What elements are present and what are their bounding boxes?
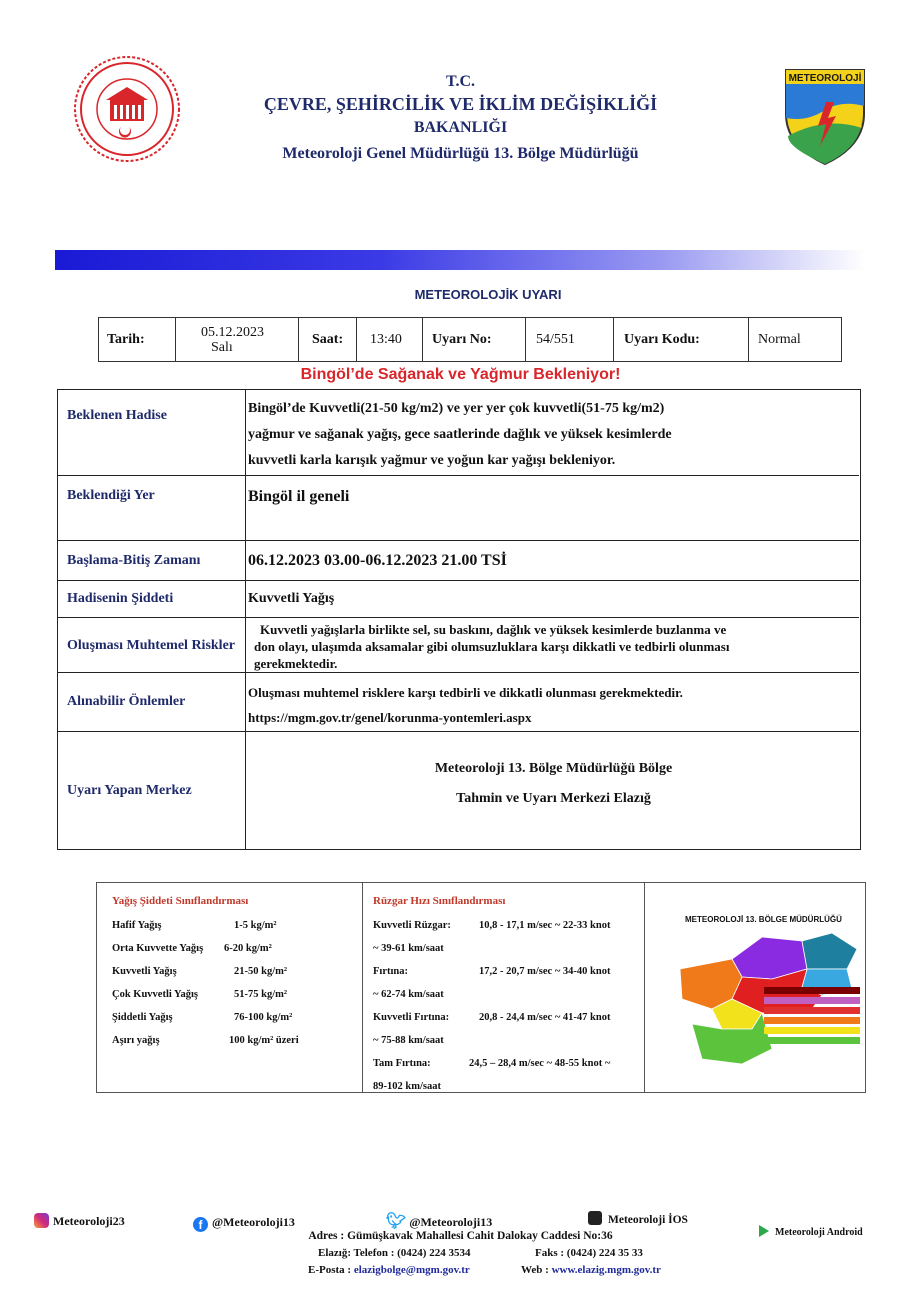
rain-class-value: 21-50 kg/m² [234,966,288,977]
wind-class-name: Kuvvetli Fırtına: [373,1012,450,1023]
risks-line-3: gerekmektedir. [254,656,338,671]
email-label: E-Posta : [308,1264,354,1276]
region-map [672,929,862,1074]
warning-no-label: Uyarı No: [423,318,526,361]
issuing-center-label: Uyarı Yapan Merkez [58,732,246,849]
wind-class-name: Fırtına: [373,966,408,977]
time-label: Saat: [299,318,357,361]
row-severity [58,581,859,618]
rain-class-value: 51-75 kg/m² [234,989,288,1000]
warning-no-value: 54/551 [526,318,614,361]
row-precautions [58,673,859,732]
meteoroloji-logo [782,66,868,166]
rain-class-name: Hafif Yağış [112,920,162,931]
header-gradient-bar [55,250,865,270]
risks-line-2: don olayı, ulaşımda aksamalar gibi olumsuzluklara karşı dikkatli ve tedbirli olunması [254,639,730,654]
precautions-link[interactable]: https://mgm.gov.tr/genel/korunma-yontemleri.aspx [248,710,532,725]
wind-class-kmh: ~ 62-74 km/saat [373,989,444,1000]
warning-code-label: Uyarı Kodu: [614,318,749,361]
wind-class-value: 10,8 - 17,1 m/sec ~ 22-33 knot [479,920,611,931]
footer-email [308,1264,470,1276]
wind-class-name: Tam Fırtına: [373,1058,431,1069]
row-risks [58,618,859,673]
start-end-time-label: Başlama-Bitiş Zamanı [58,541,246,580]
rain-class-value: 1-5 kg/m² [234,920,277,931]
rain-class-value: 100 kg/m² üzeri [229,1035,299,1046]
facebook-icon: f [193,1217,208,1232]
facebook-handle: @Meteoroloji13 [212,1215,295,1229]
rain-class-name: Orta Kuvvette Yağış [112,943,204,954]
rain-classification-title: Yağış Şiddeti Sınıflandırması [112,895,249,907]
wind-class-kmh: ~ 39-61 km/saat [373,943,444,954]
twitter-link[interactable] [386,1211,492,1231]
precautions-value [248,673,859,738]
web-label: Web : [521,1264,552,1276]
wind-classification-title: Rüzgar Hızı Sınıflandırması [373,895,506,907]
start-end-time-value: 06.12.2023 03.00-06.12.2023 21.00 TSİ [248,551,507,569]
warning-code-value: Normal [758,331,801,347]
apple-icon [588,1211,602,1225]
expected-event-value [248,390,859,481]
rain-class-name: Aşırı yağış [112,1035,160,1046]
web-link[interactable]: www.elazig.mgm.gov.tr [551,1264,661,1276]
email-link[interactable]: elazigbolge@mgm.gov.tr [353,1264,470,1276]
row-expected-place [58,476,859,541]
severity-value: Kuvvetli Yağış [248,591,335,606]
expected-event-label: Beklenen Hadise [58,390,246,475]
issuing-center-value [248,732,859,871]
risks-value [248,618,859,675]
expected-event-line-2: yağmur ve sağanak yağış, gece saatlerinde dağlık ve yüksek kesimlerde [248,427,672,442]
instagram-link[interactable] [34,1213,125,1229]
date-cell [176,318,299,361]
instagram-handle: Meteoroloji23 [53,1214,125,1228]
divider [644,883,645,1092]
wind-class-kmh: ~ 75-88 km/saat [373,1035,444,1046]
header-line-directorate: Meteoroloji Genel Müdürlüğü 13. Bölge Müdürlüğü [282,145,639,162]
rain-class-name: Şiddetli Yağış [112,1012,173,1023]
wind-class-value: 20,8 - 24,4 m/sec ~ 41-47 knot [479,1012,611,1023]
expected-event-line-3: kuvvetli karla karışık yağmur ve yoğun kar yağışı bekleniyor. [248,453,616,468]
wind-class-kmh: 89-102 km/saat [373,1081,441,1092]
rain-class-value: 76-100 kg/m² [234,1012,293,1023]
document-title: METEOROLOJİK UYARI [414,287,562,302]
svg-text:METEOROLOJİ: METEOROLOJİ [788,73,862,84]
map-title: METEOROLOJİ 13. BÖLGE MÜDÜRLÜĞÜ [685,915,842,924]
wind-class-name: Kuvvetli Rüzgar: [373,920,451,931]
classification-box [96,882,866,1093]
footer-address: Adres : Gümüşkavak Mahallesi Cahit Dalokay Caddesi No:36 [308,1230,613,1242]
expected-place-label: Beklendiği Yer [58,476,246,540]
rain-class-value: 6-20 kg/m² [224,943,272,954]
row-expected-event [58,390,859,476]
precautions-label: Alınabilir Önlemler [58,673,246,731]
instagram-icon [34,1213,49,1228]
footer-phone: Elazığ: Telefon : (0424) 224 3534 [318,1247,471,1259]
twitter-icon: 🐦︎ [386,1213,407,1230]
header-line-bakanlik: BAKANLIĞI [413,119,508,136]
row-start-end-time [58,541,859,581]
day-value: Salı [211,339,233,355]
precautions-line-1: Oluşması muhtemel risklere karşı tedbirli ve dikkatli olunması gerekmektedir. [248,685,683,700]
issuing-center-line-1: Meteoroloji 13. Bölge Müdürlüğü Bölge [434,761,673,776]
rain-class-name: Çok Kuvvetli Yağış [112,989,198,1000]
footer-fax: Faks : (0424) 224 35 33 [535,1247,643,1259]
rain-class-name: Kuvvetli Yağış [112,966,177,977]
warning-info-table [98,317,842,362]
row-issuing-center [58,732,859,849]
footer-web [521,1264,661,1276]
risks-label: Oluşması Muhtemel Riskler [58,618,246,672]
header-line-ministry: ÇEVRE, ŞEHİRCİLİK VE İKLİM DEĞİŞİKLİĞİ [263,94,658,114]
twitter-handle: @Meteoroloji13 [409,1215,493,1229]
date-value: 05.12.2023 [201,324,264,340]
divider [362,883,363,1092]
time-value: 13:40 [357,318,423,361]
ios-link[interactable] [588,1211,688,1226]
risks-line-1: Kuvvetli yağışlarla birlikte sel, su baskını, dağlık ve yüksek kesimlerde buzlanma ve [260,622,727,637]
date-label: Tarih: [99,318,176,361]
wind-class-value: 17,2 - 20,7 m/sec ~ 34-40 knot [479,966,611,977]
expected-place-value: Bingöl il geneli [248,488,350,505]
android-label: Meteoroloji Android [775,1227,863,1238]
ios-label: Meteoroloji İOS [608,1214,688,1226]
warning-headline: Bingöl’de Sağanak ve Yağmur Bekleniyor! [300,366,621,383]
wind-class-value: 24,5 – 28,4 m/sec ~ 48-55 knot ~ [469,1058,611,1069]
warning-details-table [57,389,861,850]
header-line-tc: T.C. [445,73,476,90]
expected-event-line-1: Bingöl’de Kuvvetli(21-50 kg/m2) ve yer yer çok kuvvetli(51-75 kg/m2) [248,401,665,416]
severity-label: Hadisenin Şiddeti [58,581,246,617]
issuing-center-line-2: Tahmin ve Uyarı Merkezi Elazığ [456,791,651,806]
